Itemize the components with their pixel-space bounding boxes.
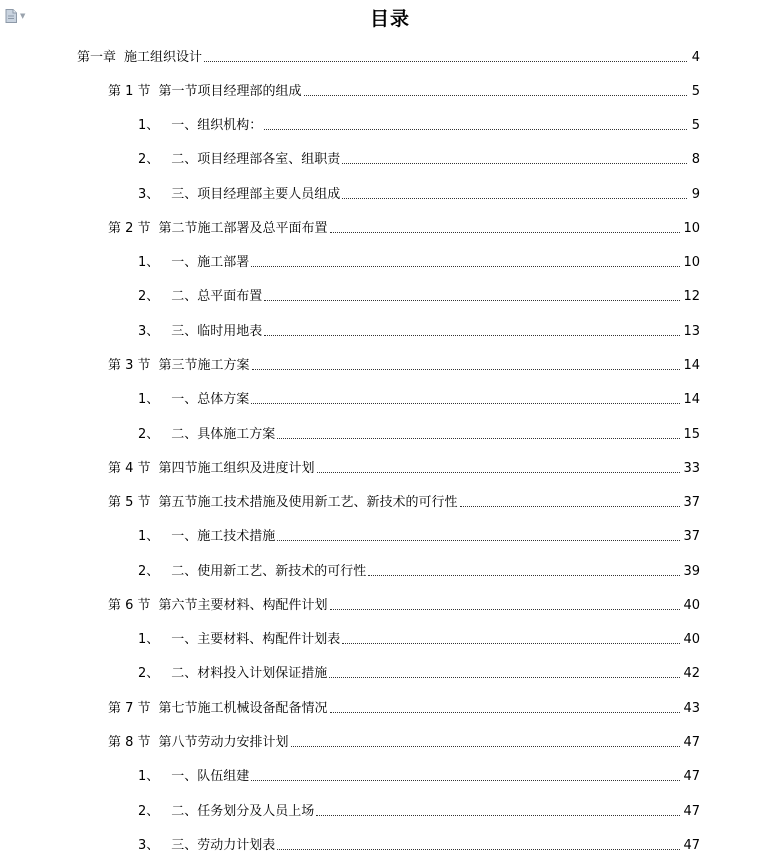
dot-leader xyxy=(264,299,680,301)
dot-leader xyxy=(330,608,681,610)
dot-leader xyxy=(342,642,680,644)
toc-entry[interactable] xyxy=(138,425,700,443)
entry-number: 3、 xyxy=(138,187,160,202)
entry-number: 2、 xyxy=(138,666,160,681)
entry-number: 第一章 xyxy=(77,50,117,65)
dot-leader xyxy=(204,60,687,62)
entry-title: 一、总体方案 xyxy=(171,392,250,407)
entry-number: 1、 xyxy=(138,118,160,133)
entry-number: 第 7 节 xyxy=(108,701,151,716)
dot-leader xyxy=(251,265,680,267)
entry-title: 第三节施工方案 xyxy=(158,358,250,373)
dot-leader xyxy=(329,676,680,678)
toc-entry[interactable] xyxy=(138,562,700,580)
entry-number: 第 5 节 xyxy=(108,495,151,510)
entry-number: 第 1 节 xyxy=(108,84,151,99)
entry-number: 第 8 节 xyxy=(108,735,151,750)
entry-title: 一、施工技术措施 xyxy=(171,529,276,544)
dot-leader xyxy=(251,402,680,404)
entry-title: 第六节主要材料、构配件计划 xyxy=(158,598,328,613)
page-number: 13 xyxy=(683,324,700,339)
entry-number: 1、 xyxy=(138,632,160,647)
page-number: 42 xyxy=(683,666,700,681)
toc-entry[interactable] xyxy=(108,733,700,751)
dot-leader xyxy=(316,814,680,816)
entry-title: 一、主要材料、构配件计划表 xyxy=(171,632,341,647)
entry-title: 一、队伍组建 xyxy=(171,769,250,784)
page-number: 8 xyxy=(691,152,700,167)
page-number: 5 xyxy=(691,84,700,99)
dot-leader xyxy=(304,94,687,96)
page-number: 14 xyxy=(683,358,700,373)
toc-entry[interactable] xyxy=(108,82,700,100)
page-number: 47 xyxy=(683,838,700,853)
entry-title: 第四节施工组织及进度计划 xyxy=(158,461,315,476)
entry-title: 第八节劳动力安排计划 xyxy=(158,735,289,750)
toc-entry[interactable] xyxy=(108,459,700,477)
page-number: 15 xyxy=(683,427,700,442)
toc-entry[interactable] xyxy=(138,767,700,785)
toc-entry[interactable] xyxy=(138,253,700,271)
dot-leader xyxy=(264,128,687,130)
entry-title: 二、总平面布置 xyxy=(171,289,263,304)
entry-title: 二、项目经理部各室、组职责 xyxy=(171,152,341,167)
dot-leader xyxy=(264,334,680,336)
toc-entry[interactable] xyxy=(77,48,700,66)
toc-entry[interactable] xyxy=(108,356,700,374)
toc-entry[interactable] xyxy=(138,527,700,545)
dot-leader xyxy=(342,197,687,199)
entry-title: 第一节项目经理部的组成 xyxy=(158,84,302,99)
entry-title: 施工组织设计 xyxy=(124,50,203,65)
page-number: 40 xyxy=(683,598,700,613)
toc-entry[interactable] xyxy=(138,116,700,134)
page-number: 33 xyxy=(683,461,700,476)
page-number: 47 xyxy=(683,804,700,819)
toc-entry[interactable] xyxy=(138,150,700,168)
entry-number: 第 3 节 xyxy=(108,358,151,373)
entry-title: 第七节施工机械设备配备情况 xyxy=(158,701,328,716)
entry-number: 2、 xyxy=(138,427,160,442)
entry-number: 1、 xyxy=(138,255,160,270)
toc-entry[interactable] xyxy=(108,699,700,717)
entry-number: 1、 xyxy=(138,769,160,784)
entry-title: 二、任务划分及人员上场 xyxy=(171,804,315,819)
entry-title: 第二节施工部署及总平面布置 xyxy=(158,221,328,236)
toc-entry[interactable] xyxy=(138,802,700,820)
page-number: 9 xyxy=(691,187,700,202)
entry-title: 三、劳动力计划表 xyxy=(171,838,276,853)
entry-number: 1、 xyxy=(138,392,160,407)
dot-leader xyxy=(251,779,680,781)
page-number: 10 xyxy=(683,221,700,236)
dot-leader xyxy=(317,471,681,473)
page-number: 10 xyxy=(683,255,700,270)
dot-leader xyxy=(277,437,680,439)
entry-number: 1、 xyxy=(138,529,160,544)
toc-entry[interactable] xyxy=(138,664,700,682)
dot-leader xyxy=(460,505,681,507)
toc-entry[interactable] xyxy=(108,596,700,614)
page-number: 37 xyxy=(683,495,700,510)
entry-number: 2、 xyxy=(138,564,160,579)
entry-number: 第 2 节 xyxy=(108,221,151,236)
entry-number: 第 6 节 xyxy=(108,598,151,613)
page-number: 12 xyxy=(683,289,700,304)
toc-entry[interactable] xyxy=(138,836,700,854)
entry-title: 一、施工部署 xyxy=(171,255,250,270)
entry-title: 二、材料投入计划保证措施 xyxy=(171,666,328,681)
page-number: 43 xyxy=(683,701,700,716)
entry-number: 2、 xyxy=(138,289,160,304)
toc-entry[interactable] xyxy=(138,630,700,648)
dot-leader xyxy=(277,848,680,850)
toc-entry[interactable] xyxy=(108,493,700,511)
entry-title: 三、项目经理部主要人员组成 xyxy=(171,187,341,202)
chevron-down-icon[interactable]: ▼ xyxy=(20,11,26,20)
toc-entry[interactable] xyxy=(138,322,700,340)
entry-title: 二、使用新工艺、新技术的可行性 xyxy=(171,564,367,579)
dot-leader xyxy=(368,574,680,576)
toc-entry[interactable] xyxy=(138,287,700,305)
page-number: 14 xyxy=(683,392,700,407)
entry-title: 二、具体施工方案 xyxy=(171,427,276,442)
entry-number: 2、 xyxy=(138,804,160,819)
dot-leader xyxy=(291,745,681,747)
entry-title: 三、临时用地表 xyxy=(171,324,263,339)
entry-title: 第五节施工技术措施及使用新工艺、新技术的可行性 xyxy=(158,495,458,510)
page-number: 4 xyxy=(691,50,700,65)
entry-number: 2、 xyxy=(138,152,160,167)
dot-leader xyxy=(330,231,681,233)
dot-leader xyxy=(342,162,687,164)
entry-title: 一、组织机构： xyxy=(171,118,263,133)
page-number: 5 xyxy=(691,118,700,133)
page-number: 47 xyxy=(683,735,700,750)
page-number: 39 xyxy=(683,564,700,579)
toc-entry[interactable] xyxy=(108,219,700,237)
dot-leader xyxy=(330,711,681,713)
entry-number: 3、 xyxy=(138,838,160,853)
entry-number: 3、 xyxy=(138,324,160,339)
entry-number: 第 4 节 xyxy=(108,461,151,476)
dot-leader xyxy=(252,368,681,370)
page-number: 47 xyxy=(683,769,700,784)
dot-leader xyxy=(277,539,680,541)
toc-title: 目录 xyxy=(369,8,410,30)
toc-entry[interactable] xyxy=(138,390,700,408)
page-number: 40 xyxy=(683,632,700,647)
page-number: 37 xyxy=(683,529,700,544)
toc-entry[interactable] xyxy=(138,185,700,203)
